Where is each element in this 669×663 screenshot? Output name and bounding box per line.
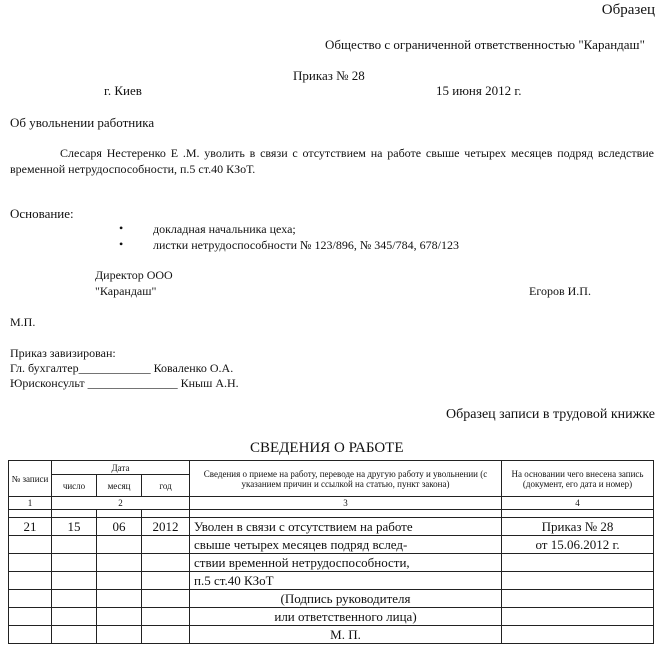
bullet-icon: •	[119, 237, 124, 251]
col-number: 4	[502, 497, 654, 510]
work-record-table	[8, 460, 654, 644]
table-row	[9, 518, 654, 536]
header-day: число	[52, 475, 97, 497]
table-title: СВЕДЕНИЯ О РАБОТЕ	[250, 440, 404, 456]
stamp-label: М.П.	[10, 315, 36, 329]
entry-month: 06	[97, 518, 142, 536]
order-city: г. Киев	[104, 83, 142, 98]
entry-line-4: п.5 ст.40 КЗоТ	[190, 572, 502, 590]
director-name: Егоров И.П.	[529, 284, 591, 298]
order-subject: Об увольнении работника	[10, 115, 155, 130]
col-number: 1	[9, 497, 52, 510]
entry-line-1: Уволен в связи с отсутствием на работе	[190, 518, 502, 536]
entry-basis-2: от 15.06.2012 г.	[502, 536, 654, 554]
company-name: Общество с ограниченной ответственностью "Карандаш"	[325, 37, 645, 52]
header-date: Дата	[52, 461, 190, 475]
entry-no: 21	[9, 518, 52, 536]
visa-accountant: Гл. бухгалтер____________ Коваленко О.А.	[10, 361, 234, 375]
entry-line-6: или ответственного лица)	[190, 608, 502, 626]
header-year: год	[142, 475, 190, 497]
entry-year: 2012	[142, 518, 190, 536]
header-record-no: № записи	[9, 461, 52, 497]
basis-item-2: листки нетрудоспособности № 123/896, № 345/784, 678/123	[153, 238, 459, 252]
entry-day: 15	[52, 518, 97, 536]
director-title: Директор ООО	[95, 268, 173, 282]
entry-basis-1: Приказ № 28	[502, 518, 654, 536]
order-body: Слесаря Нестеренко Е .М. уволить в связи с отсутствием на работе свыше четырех месяцев подряд вследствие временной нетрудоспособности, п.5 ст.40 КЗоТ.	[10, 146, 654, 176]
order-number: Приказ № 28	[293, 68, 365, 83]
entry-line-2: свыше четырех месяцев подряд вслед-	[190, 536, 502, 554]
header-month: месяц	[97, 475, 142, 497]
bullet-icon: •	[119, 221, 124, 235]
header-info: Сведения о приеме на работу, переводе на другую работу и увольнении (с указанием причин и ссылкой на статью, пункт закона)	[190, 461, 502, 497]
labor-book-caption: Образец записи в трудовой книжке	[445, 407, 655, 422]
col-number: 2	[52, 497, 190, 510]
header-basis: На основании чего внесена запись (документ, его дата и номер)	[502, 461, 654, 497]
visa-title: Приказ завизирован:	[10, 346, 116, 360]
director-company: "Карандаш"	[95, 284, 157, 298]
sample-label: Образец	[601, 2, 655, 18]
order-date: 15 июня 2012 г.	[436, 83, 522, 98]
entry-line-7: М. П.	[190, 626, 502, 644]
visa-lawyer: Юрисконсульт _______________ Кныш А.Н.	[10, 376, 239, 390]
col-number: 3	[190, 497, 502, 510]
entry-line-5: (Подпись руководителя	[190, 590, 502, 608]
entry-line-3: ствии временной нетрудоспособности,	[190, 554, 502, 572]
basis-label: Основание:	[10, 206, 74, 221]
basis-item-1: докладная начальника цеха;	[153, 222, 296, 236]
